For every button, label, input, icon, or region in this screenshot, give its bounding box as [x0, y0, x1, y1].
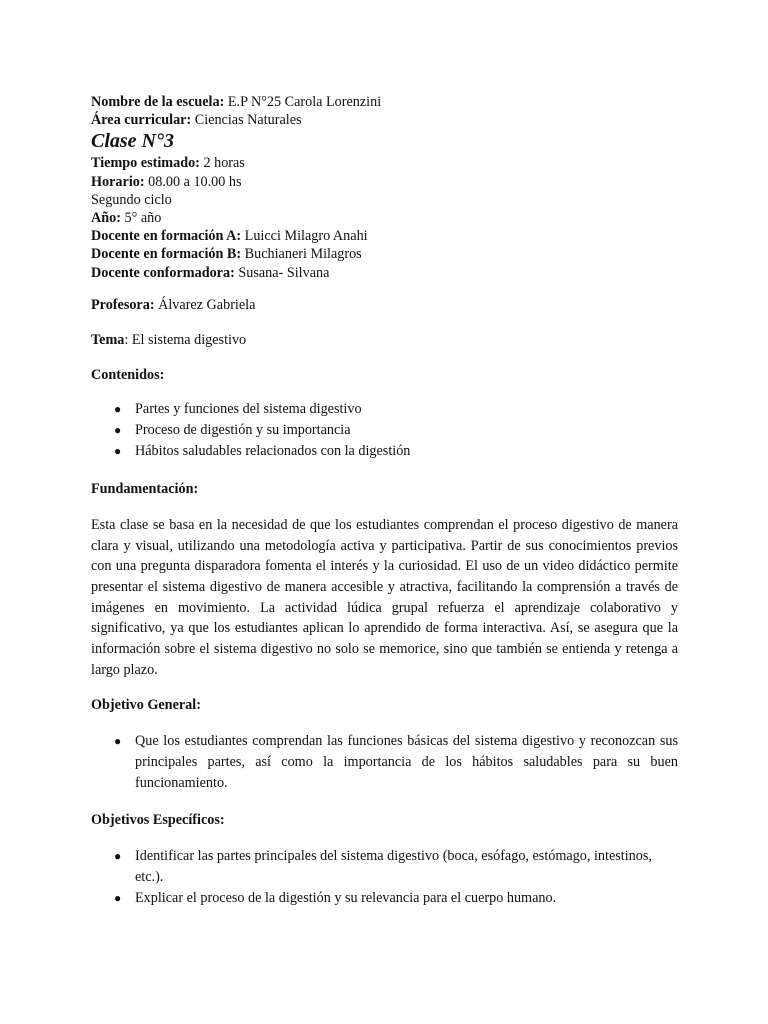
spacer — [91, 680, 678, 696]
list-item — [91, 846, 678, 888]
specific-objectives-title: Objetivos Específicos: — [91, 812, 225, 829]
document-page — [91, 93, 678, 909]
coordinator-value: Susana- Silvana — [234, 264, 330, 281]
spacer — [91, 498, 678, 515]
topic-label: Tema — [91, 331, 125, 348]
professor-value: Álvarez Gabriela — [154, 296, 256, 313]
spacer — [91, 349, 678, 366]
spacer — [91, 829, 678, 846]
time-label: Tiempo estimado: — [91, 155, 200, 172]
bullet-icon: ● — [114, 443, 122, 458]
spacer — [91, 714, 678, 731]
list-item-text: Identificar las partes principales del sistema digestivo (boca, esófago, estómago, intestinos, etc.). — [135, 848, 652, 886]
topic-line — [91, 331, 678, 349]
school-line — [91, 93, 678, 111]
schedule-label: Horario: — [91, 173, 145, 190]
list-item — [91, 441, 678, 462]
spacer — [91, 384, 678, 399]
area-label: Área curricular: — [91, 112, 192, 129]
schedule-value: 08.00 a 10.00 hs — [144, 173, 242, 190]
contents-list — [91, 399, 678, 462]
list-item-text: Explicar el proceso de la digestión y su relevancia para el cuerpo humano. — [135, 890, 557, 907]
list-item-text: Que los estudiantes comprendan las funciones básicas del sistema digestivo y reconozcan sus principales partes, así como la importancia de los hábitos saludables para su buen funcionamiento. — [135, 733, 678, 792]
teacher-a-label: Docente en formación A: — [91, 228, 242, 245]
bullet-icon: ● — [114, 849, 122, 864]
specific-objectives-list — [91, 846, 678, 909]
spacer — [91, 794, 678, 811]
spacer — [91, 462, 678, 480]
teacher-b-line — [91, 245, 678, 263]
spacer — [91, 314, 678, 331]
general-objective-title: Objetivo General: — [91, 697, 201, 714]
bullet-icon: ● — [114, 891, 122, 906]
bullet-icon: ● — [114, 734, 122, 749]
rationale-title: Fundamentación: — [91, 480, 199, 497]
list-item-text: Proceso de digestión y su importancia — [135, 421, 351, 438]
school-value: E.P N°25 Carola Lorenzini — [224, 94, 382, 110]
class-title: Clase N°3 — [91, 130, 174, 153]
list-item — [91, 888, 678, 909]
general-objective-list — [91, 731, 678, 794]
contents-title: Contenidos: — [91, 366, 165, 383]
time-line — [91, 154, 678, 172]
year-value: 5° año — [120, 210, 162, 227]
list-item — [91, 420, 678, 441]
coordinator-line — [91, 264, 678, 282]
year-label: Año: — [91, 210, 121, 227]
topic-value: : El sistema digestivo — [124, 331, 247, 348]
cycle-line: Segundo ciclo — [91, 191, 172, 208]
schedule-line — [91, 173, 678, 191]
time-value: 2 horas — [199, 155, 245, 172]
list-item — [91, 731, 678, 794]
area-value: Ciencias Naturales — [191, 112, 302, 129]
year-line — [91, 209, 678, 227]
list-item-text: Hábitos saludables relacionados con la digestión — [135, 442, 411, 459]
professor-label: Profesora: — [91, 296, 155, 313]
rationale-paragraph: Esta clase se basa en la necesidad de que los estudiantes comprendan el proceso digestivo de manera clara y visual, utilizando una metodología activa y participativa. Partir de sus conocimientos previos con una pregunta disparadora fomenta el interés y la curiosidad. El uso de un video didáctico permite presentar el sistema digestivo de manera accesible y atractiva, facilitando la comprensión a través de imágenes en movimiento. La actividad lúdica grupal refuerza el aprendizaje colaborativo y significativo, ya que los estudiantes aplican lo aprendido de forma interactiva. Así, se asegura que la información sobre el sistema digestivo no solo se memorice, sino que también se entienda y retenga a largo plazo. — [91, 516, 678, 678]
teacher-a-line — [91, 227, 678, 245]
teacher-b-value: Buchianeri Milagros — [241, 246, 362, 263]
coordinator-label: Docente conformadora: — [91, 264, 235, 281]
area-line — [91, 111, 678, 129]
teacher-b-label: Docente en formación B: — [91, 246, 242, 263]
teacher-a-value: Luicci Milagro Anahi — [241, 228, 368, 245]
list-item-text: Partes y funciones del sistema digestivo — [135, 400, 362, 417]
school-label: Nombre de la escuela: — [91, 94, 225, 110]
bullet-icon: ● — [114, 401, 122, 416]
spacer — [91, 282, 678, 296]
list-item — [91, 399, 678, 420]
bullet-icon: ● — [114, 422, 122, 437]
professor-line — [91, 296, 678, 314]
